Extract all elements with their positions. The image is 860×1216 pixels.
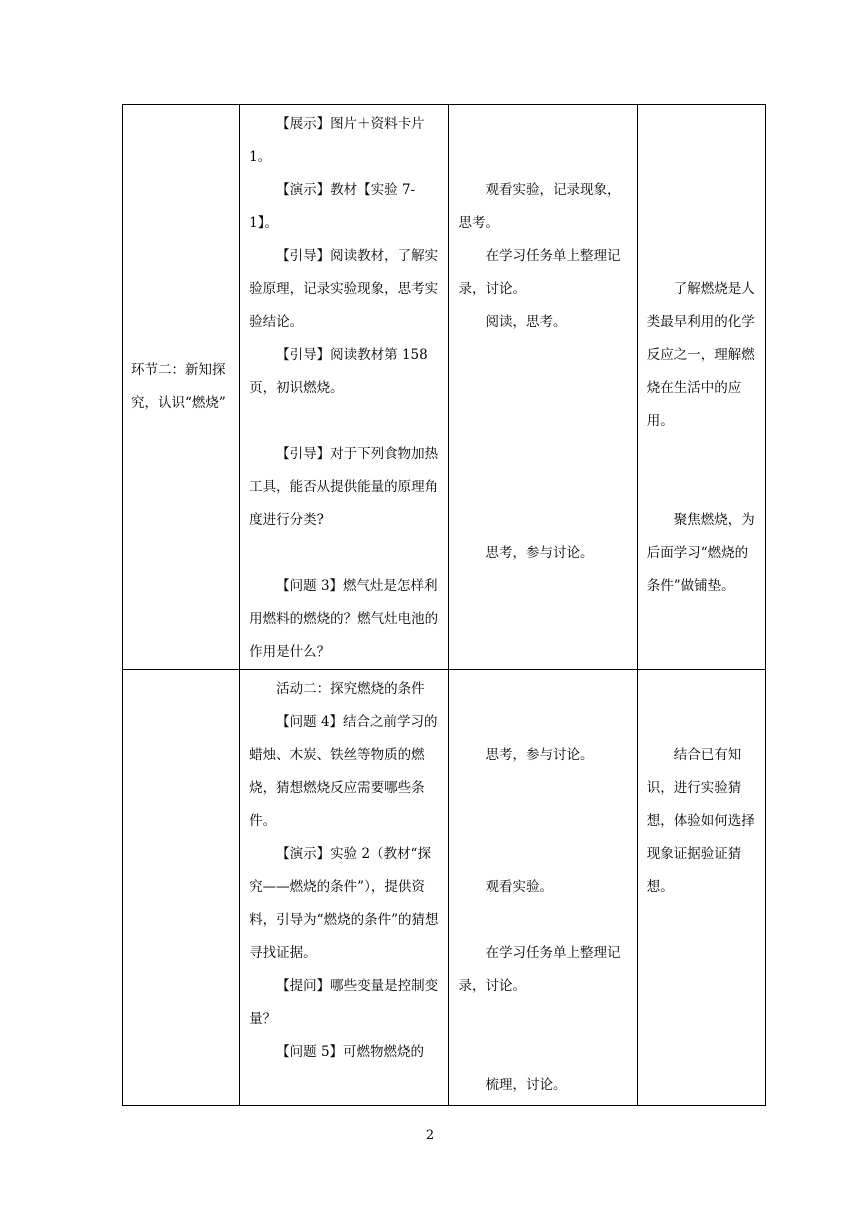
- teacher-step: 【引导】阅读教材，了解实验原理，记录实验现象，思考实验结论。: [249, 248, 439, 330]
- stage-cell: [123, 670, 240, 1106]
- activity-heading: 活动二：探究燃烧的条件: [276, 681, 425, 697]
- student-step: 观看实验。: [485, 879, 553, 895]
- stage-label: 环节二：新知探究，认识“燃烧”: [131, 362, 226, 411]
- design-intent-cell: [637, 670, 765, 1106]
- teacher-activity-cell: [240, 670, 449, 1106]
- teacher-step: 【展示】图片＋资料卡片1。: [249, 116, 425, 165]
- student-step: 观看实验，记录现象，思考。: [458, 182, 621, 231]
- teacher-step: 【问题 3】燃气灶是怎样利用燃料的燃烧的？燃气灶电池的作用是什么？: [249, 578, 439, 660]
- teacher-step: 【问题 5】可燃物燃烧的: [276, 1044, 425, 1060]
- student-step: 梳理，讨论。: [485, 1077, 567, 1093]
- page-number: 2: [425, 1128, 435, 1143]
- student-activity-cell: [449, 105, 637, 670]
- table-row: [123, 670, 766, 1106]
- design-intent-cell: [637, 105, 765, 670]
- student-step: 阅读，思考。: [485, 314, 567, 330]
- intent-text: 结合已有知识，进行实验猜想，体验如何选择现象证据验证猜想。: [646, 747, 755, 895]
- teacher-step: 【演示】实验 2（教材“探究——燃烧的条件”），提供资料，引导为“燃烧的条件”的猜想寻找证据。: [249, 846, 439, 961]
- teacher-step: 【引导】对于下列食物加热工具，能否从提供能量的原理角度进行分类?: [249, 446, 439, 528]
- teacher-step: 【引导】阅读教材第 158页，初识燃烧。: [249, 347, 428, 396]
- intent-text: 聚焦燃烧，为后面学习“燃烧的条件”做铺垫。: [646, 512, 755, 594]
- student-step: 思考，参与讨论。: [485, 747, 594, 763]
- student-activity-cell: [449, 670, 637, 1106]
- lesson-plan-table: [122, 104, 766, 1106]
- table-row: [123, 105, 766, 670]
- student-step: 思考，参与讨论。: [485, 545, 594, 561]
- teacher-step: 【演示】教材【实验 7-1】。: [249, 182, 416, 231]
- teacher-activity-cell: [240, 105, 449, 670]
- student-step: 在学习任务单上整理记录，讨论。: [458, 248, 621, 297]
- stage-cell: [123, 105, 240, 670]
- teacher-step: 【问题 4】结合之前学习的蜡烛、木炭、铁丝等物质的燃烧，猜想燃烧反应需要哪些条件。: [249, 714, 438, 829]
- teacher-step: 【提问】哪些变量是控制变量？: [249, 978, 439, 1027]
- student-step: 在学习任务单上整理记录，讨论。: [458, 945, 621, 994]
- intent-text: 了解燃烧是人类最早利用的化学反应之一，理解燃烧在生活中的应用。: [646, 281, 755, 429]
